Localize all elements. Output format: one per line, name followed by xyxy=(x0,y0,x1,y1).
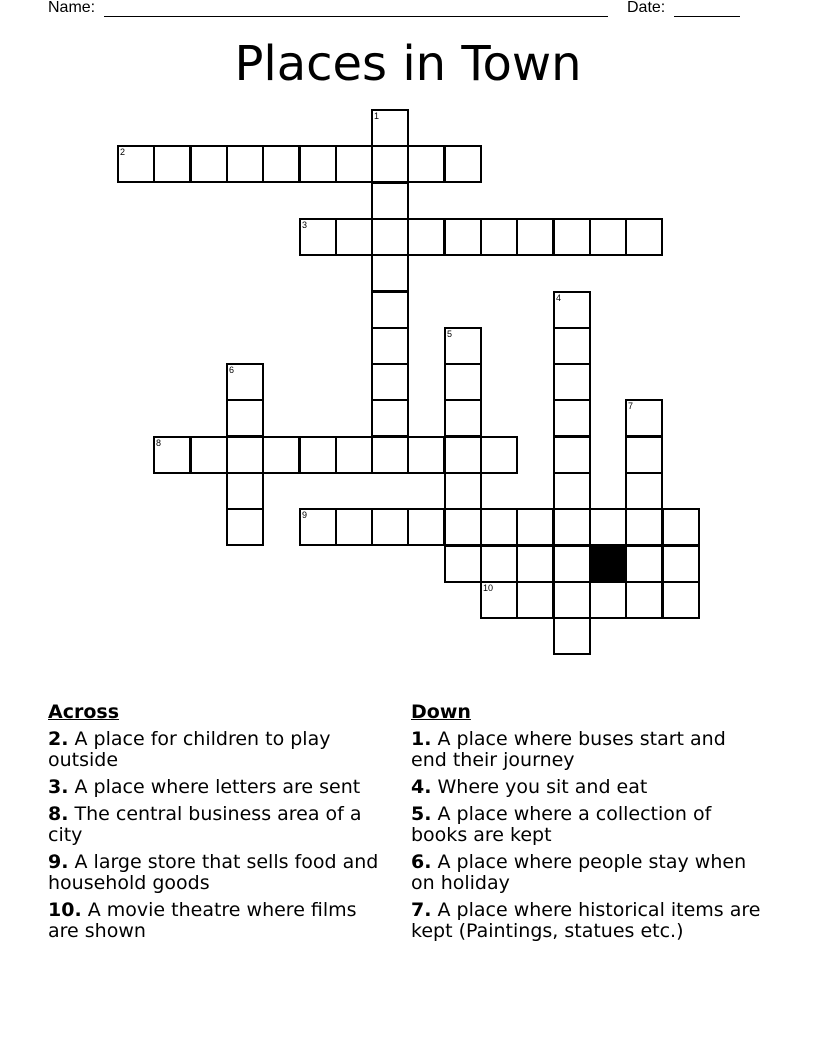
clue-number: 6. xyxy=(411,851,432,873)
grid-cell[interactable] xyxy=(553,581,591,619)
grid-cell[interactable] xyxy=(516,545,554,583)
grid-cell[interactable] xyxy=(371,436,409,474)
grid-cell[interactable] xyxy=(262,145,300,183)
clue-across xyxy=(48,852,388,894)
clue-text: A place for children to play outside xyxy=(48,728,331,771)
cell-number: 10 xyxy=(483,583,494,593)
grid-cell[interactable] xyxy=(553,472,591,510)
grid-cell[interactable] xyxy=(444,145,482,183)
across-clues xyxy=(48,702,388,948)
grid-cell[interactable] xyxy=(444,436,482,474)
grid-cell[interactable] xyxy=(153,436,191,474)
clue-number: 8. xyxy=(48,803,69,825)
grid-cell[interactable] xyxy=(589,508,627,546)
clue-across xyxy=(48,729,388,771)
grid-cell[interactable] xyxy=(553,218,591,256)
clue-text: A place where historical items are kept (Paintings, statues etc.) xyxy=(411,899,761,942)
grid-cell[interactable] xyxy=(226,363,264,401)
cell-number: 3 xyxy=(302,220,308,230)
grid-cell[interactable] xyxy=(553,291,591,329)
cell-number: 5 xyxy=(447,329,453,339)
clue-across xyxy=(48,900,388,942)
grid-cell[interactable] xyxy=(480,436,518,474)
grid-cell[interactable] xyxy=(371,254,409,292)
clue-text: Where you sit and eat xyxy=(437,776,648,798)
grid-cell[interactable] xyxy=(662,508,700,546)
grid-cell[interactable] xyxy=(407,508,445,546)
cell-number: 9 xyxy=(302,510,308,520)
clue-number: 10. xyxy=(48,899,82,921)
grid-cell[interactable] xyxy=(625,581,663,619)
clue-number: 2. xyxy=(48,728,69,750)
clue-across xyxy=(48,804,388,846)
grid-cell[interactable] xyxy=(553,327,591,365)
clue-number: 9. xyxy=(48,851,69,873)
grid-cell[interactable] xyxy=(444,472,482,510)
grid-cell[interactable] xyxy=(371,399,409,437)
clue-down xyxy=(411,804,761,846)
across-heading: Across xyxy=(48,701,120,723)
grid-cell[interactable] xyxy=(299,145,337,183)
grid-cell[interactable] xyxy=(299,436,337,474)
grid-cell[interactable] xyxy=(480,545,518,583)
grid-cell[interactable] xyxy=(371,291,409,329)
grid-cell[interactable] xyxy=(480,581,518,619)
clue-number: 7. xyxy=(411,899,432,921)
grid-cell[interactable] xyxy=(589,218,627,256)
grid-cell[interactable] xyxy=(371,327,409,365)
grid-cell[interactable] xyxy=(553,508,591,546)
clue-text: A place where a collection of books are kept xyxy=(411,803,712,846)
grid-cell[interactable] xyxy=(407,436,445,474)
grid-cell[interactable] xyxy=(625,399,663,437)
grid-cell[interactable] xyxy=(407,218,445,256)
grid-cell[interactable] xyxy=(444,508,482,546)
grid-cell[interactable] xyxy=(117,145,155,183)
cell-number: 2 xyxy=(120,147,126,157)
grid-cell[interactable] xyxy=(226,508,264,546)
grid-cell[interactable] xyxy=(190,436,228,474)
grid-cell[interactable] xyxy=(553,436,591,474)
grid-cell[interactable] xyxy=(444,363,482,401)
grid-cell[interactable] xyxy=(371,182,409,220)
clue-down xyxy=(411,900,761,942)
clue-number: 3. xyxy=(48,776,69,798)
page-title: Places in Town xyxy=(234,36,582,92)
grid-cell[interactable] xyxy=(553,545,591,583)
grid-cell[interactable] xyxy=(299,508,337,546)
clue-text: A place where letters are sent xyxy=(74,776,361,798)
grid-cell[interactable] xyxy=(444,399,482,437)
grid-cell[interactable] xyxy=(553,363,591,401)
date-label: Date: xyxy=(627,0,666,16)
grid-cell[interactable] xyxy=(226,436,264,474)
grid-cell[interactable] xyxy=(553,617,591,655)
grid-cell[interactable] xyxy=(226,399,264,437)
grid-cell[interactable] xyxy=(444,218,482,256)
clue-text: A place where people stay when on holiday xyxy=(411,851,747,894)
cell-number: 8 xyxy=(156,438,162,448)
grid-cell[interactable] xyxy=(190,145,228,183)
clue-down xyxy=(411,852,761,894)
grid-cell[interactable] xyxy=(335,218,373,256)
cell-number: 7 xyxy=(628,401,634,411)
cell-number: 4 xyxy=(556,293,562,303)
grid-cell[interactable] xyxy=(335,436,373,474)
clue-text: A large store that sells food and household goods xyxy=(48,851,379,894)
clue-number: 1. xyxy=(411,728,432,750)
grid-cell[interactable] xyxy=(625,545,663,583)
clue-number: 4. xyxy=(411,776,432,798)
grid-cell[interactable] xyxy=(516,508,554,546)
grid-cell[interactable] xyxy=(516,218,554,256)
grid-cell[interactable] xyxy=(625,508,663,546)
grid-cell[interactable] xyxy=(625,218,663,256)
grid-cell[interactable] xyxy=(625,472,663,510)
grid-cell[interactable] xyxy=(226,145,264,183)
grid-cell[interactable] xyxy=(480,508,518,546)
down-heading: Down xyxy=(411,701,471,723)
grid-cell[interactable] xyxy=(625,436,663,474)
grid-cell[interactable] xyxy=(480,218,518,256)
grid-cell[interactable] xyxy=(226,472,264,510)
grid-cell[interactable] xyxy=(371,145,409,183)
grid-cell[interactable] xyxy=(662,545,700,583)
grid-cell[interactable] xyxy=(516,581,554,619)
clue-number: 5. xyxy=(411,803,432,825)
black-cell xyxy=(589,545,627,583)
cell-number: 1 xyxy=(374,111,380,121)
grid-cell[interactable] xyxy=(335,145,373,183)
grid-cell[interactable] xyxy=(153,145,191,183)
clue-text: The central business area of a city xyxy=(48,803,362,846)
clue-down xyxy=(411,777,761,798)
clue-text: A movie theatre where films are shown xyxy=(48,899,357,942)
clue-down xyxy=(411,729,761,771)
down-clues xyxy=(411,702,761,948)
grid-cell[interactable] xyxy=(371,218,409,256)
cell-number: 6 xyxy=(229,365,235,375)
grid-cell[interactable] xyxy=(662,581,700,619)
clue-across xyxy=(48,777,388,798)
grid-cell[interactable] xyxy=(553,399,591,437)
clue-text: A place where buses start and end their journey xyxy=(411,728,726,771)
grid-cell[interactable] xyxy=(371,363,409,401)
grid-cell[interactable] xyxy=(262,436,300,474)
grid-cell[interactable] xyxy=(444,327,482,365)
grid-cell[interactable] xyxy=(444,545,482,583)
grid-cell[interactable] xyxy=(371,109,409,147)
grid-cell[interactable] xyxy=(299,218,337,256)
grid-cell[interactable] xyxy=(407,145,445,183)
grid-cell[interactable] xyxy=(371,508,409,546)
grid-cell[interactable] xyxy=(589,581,627,619)
name-label: Name: xyxy=(48,0,96,16)
grid-cell[interactable] xyxy=(335,508,373,546)
